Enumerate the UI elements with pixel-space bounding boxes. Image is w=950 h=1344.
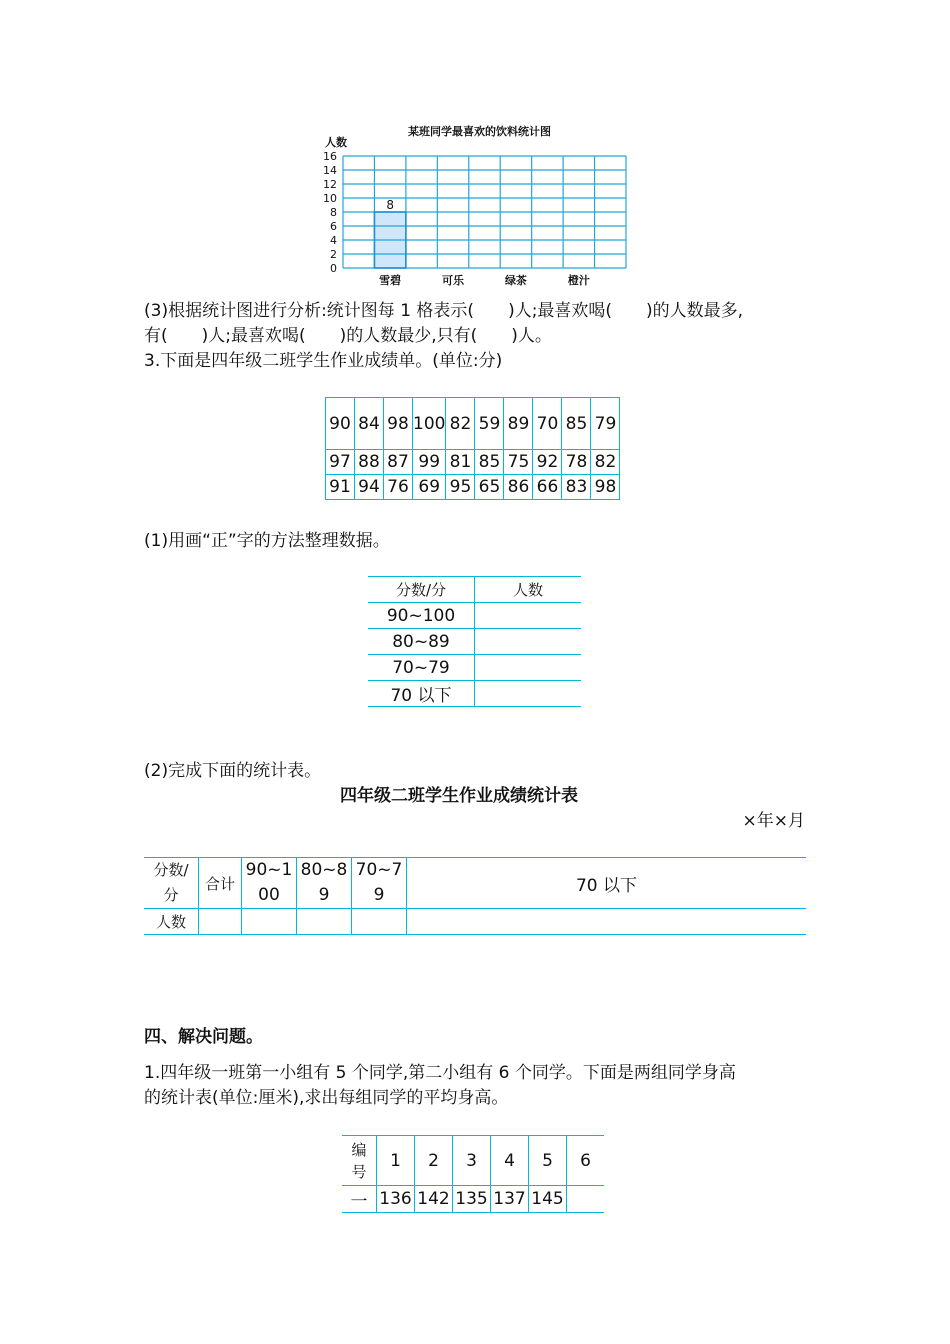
- score-cell: 95: [446, 475, 475, 500]
- height-value: 145: [529, 1186, 567, 1213]
- score-cell: 82: [446, 398, 475, 450]
- stats-header: 70 以下: [407, 858, 807, 909]
- y-tick-label: 8: [330, 206, 337, 219]
- x-category-label: 绿茶: [504, 274, 527, 287]
- score-cell: 78: [562, 450, 591, 475]
- q3-part3-line2: 有( )人;最喜欢喝( )的人数最少,只有( )人。: [144, 326, 552, 346]
- score-cell: 99: [413, 450, 446, 475]
- score-cell: 75: [504, 450, 533, 475]
- scores-table: [325, 397, 620, 500]
- y-axis-label: 人数: [325, 136, 347, 149]
- q4-1-line2: 的统计表(单位:厘米),求出每组同学的平均身高。: [144, 1088, 509, 1108]
- score-cell: 81: [446, 450, 475, 475]
- height-number: 3: [453, 1136, 491, 1186]
- score-cell: 97: [326, 450, 355, 475]
- height-value[interactable]: [567, 1186, 605, 1213]
- height-number: 4: [491, 1136, 529, 1186]
- score-cell: 69: [413, 475, 446, 500]
- stats-header: 分数/ 分: [144, 858, 199, 909]
- height-value: 137: [491, 1186, 529, 1213]
- score-cell: 87: [384, 450, 413, 475]
- stats-header: 70~7 9: [352, 858, 407, 909]
- stats-header: 90~1 00: [242, 858, 297, 909]
- score-cell: 94: [355, 475, 384, 500]
- score-cell: 65: [475, 475, 504, 500]
- score-cell: 59: [475, 398, 504, 450]
- stats-cell[interactable]: [242, 909, 297, 935]
- y-tick-label: 0: [330, 262, 337, 275]
- tally-cell[interactable]: [475, 655, 582, 681]
- tally-cell[interactable]: [475, 629, 582, 655]
- tally-range: 70 以下: [368, 681, 475, 707]
- score-cell: 79: [591, 398, 620, 450]
- y-tick-label: 2: [330, 248, 337, 261]
- score-cell: 85: [475, 450, 504, 475]
- score-cell: 76: [384, 475, 413, 500]
- q4-1-line1: 1.四年级一班第一小组有 5 个同学,第二小组有 6 个同学。下面是两组同学身高: [144, 1063, 736, 1083]
- score-cell: 82: [591, 450, 620, 475]
- score-cell: 88: [355, 450, 384, 475]
- y-tick-label: 12: [323, 178, 337, 191]
- score-cell: 84: [355, 398, 384, 450]
- score-cell: 92: [533, 450, 562, 475]
- height-table: [342, 1135, 604, 1213]
- height-value: 136: [377, 1186, 415, 1213]
- height-number: 1: [377, 1136, 415, 1186]
- height-number: 2: [415, 1136, 453, 1186]
- y-tick-label: 16: [323, 150, 337, 163]
- score-cell: 90: [326, 398, 355, 450]
- stats-cell[interactable]: [407, 909, 807, 935]
- height-number: 6: [567, 1136, 605, 1186]
- score-cell: 85: [562, 398, 591, 450]
- height-header-label: 编号: [342, 1136, 377, 1186]
- chart-title: 某班同学最喜欢的饮料统计图: [408, 125, 551, 138]
- section4-heading: 四、解决问题。: [144, 1027, 263, 1047]
- score-cell: 98: [591, 475, 620, 500]
- y-tick-label: 10: [323, 192, 337, 205]
- y-tick-label: 14: [323, 164, 337, 177]
- tally-table: [368, 576, 581, 707]
- stats-table: [144, 857, 806, 935]
- stats-cell[interactable]: [199, 909, 242, 935]
- score-cell: 70: [533, 398, 562, 450]
- tally-header-score: 分数/分: [368, 577, 475, 603]
- y-tick-label: 6: [330, 220, 337, 233]
- tally-range: 90~100: [368, 603, 475, 629]
- q3-part3-line1: (3)根据统计图进行分析:统计图每 1 格表示( )人;最喜欢喝( )的人数最多,: [144, 301, 744, 321]
- score-cell: 83: [562, 475, 591, 500]
- x-category-label: 可乐: [442, 274, 465, 287]
- height-row-label: 一: [342, 1186, 377, 1213]
- score-cell: 66: [533, 475, 562, 500]
- stats-table-date: ×年×月: [742, 811, 805, 831]
- height-value: 135: [453, 1186, 491, 1213]
- score-cell: 98: [384, 398, 413, 450]
- stats-cell[interactable]: [297, 909, 352, 935]
- q3-part1-label: (1)用画“正”字的方法整理数据。: [144, 531, 390, 551]
- stats-header: 80~8 9: [297, 858, 352, 909]
- score-cell: 89: [504, 398, 533, 450]
- score-cell: 100: [413, 398, 446, 450]
- bar-chart: [315, 132, 635, 292]
- q3-heading: 3.下面是四年级二班学生作业成绩单。(单位:分): [144, 351, 503, 371]
- y-tick-label: 4: [330, 234, 337, 247]
- stats-cell[interactable]: [352, 909, 407, 935]
- height-number: 5: [529, 1136, 567, 1186]
- score-cell: 86: [504, 475, 533, 500]
- stats-header: 合计: [199, 858, 242, 909]
- q3-part2-label: (2)完成下面的统计表。: [144, 761, 322, 781]
- x-category-label: 橙汁: [567, 274, 590, 287]
- stats-row-label: 人数: [144, 909, 199, 935]
- tally-range: 70~79: [368, 655, 475, 681]
- tally-header-count: 人数: [475, 577, 582, 603]
- tally-range: 80~89: [368, 629, 475, 655]
- stats-table-title: 四年级二班学生作业成绩统计表: [340, 786, 578, 806]
- height-value: 142: [415, 1186, 453, 1213]
- tally-cell[interactable]: [475, 681, 582, 707]
- bar-data-label: 8: [386, 198, 394, 212]
- score-cell: 91: [326, 475, 355, 500]
- tally-cell[interactable]: [475, 603, 582, 629]
- x-category-label: 雪碧: [379, 274, 402, 287]
